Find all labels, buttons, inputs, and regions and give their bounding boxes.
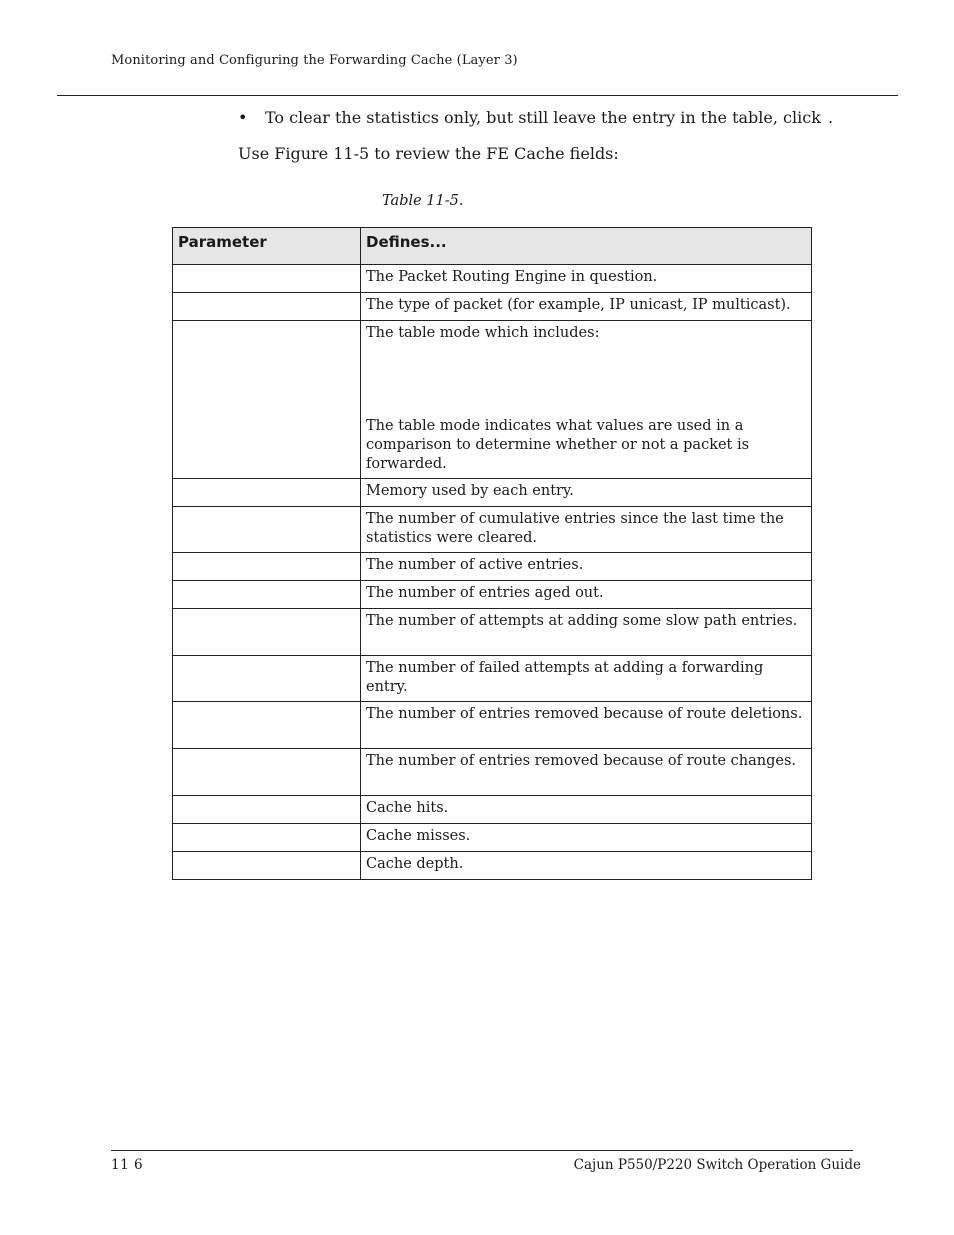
bullet-end: . (828, 108, 834, 127)
defines-cell: The number of entries aged out. (361, 581, 812, 609)
defines-cell: Memory used by each entry. (361, 479, 812, 507)
table-row (173, 609, 812, 656)
table-row (173, 321, 812, 479)
intro-paragraph: Use Figure 11-5 to review the FE Cache fields: (238, 144, 619, 163)
guide-title: Cajun P550/P220 Switch Operation Guide (573, 1157, 861, 1173)
page-number: 11 6 (111, 1157, 144, 1173)
parameter-cell (173, 824, 361, 852)
parameter-cell (173, 479, 361, 507)
parameter-cell (173, 507, 361, 553)
table-row (173, 479, 812, 507)
defines-cell: The number of entries removed because of route deletions. (361, 702, 812, 749)
table-row (173, 796, 812, 824)
footer-divider (111, 1150, 853, 1151)
parameter-cell (173, 796, 361, 824)
table-row (173, 265, 812, 293)
table-header-row (173, 228, 812, 265)
table-row (173, 656, 812, 702)
defines-cell: The number of attempts at adding some slow path entries. (361, 609, 812, 656)
running-head: Monitoring and Configuring the Forwarding Cache (Layer 3) (111, 53, 518, 68)
table-row (173, 507, 812, 553)
parameter-cell (173, 852, 361, 880)
bullet-symbol: • (238, 108, 248, 127)
header-divider (57, 95, 898, 96)
table-row (173, 852, 812, 880)
fe-cache-fields-table (172, 227, 812, 880)
table-mode-intro: The table mode which includes: (366, 325, 600, 341)
defines-cell: The number of failed attempts at adding a forwarding entry. (361, 656, 812, 702)
parameter-cell (173, 321, 361, 479)
column-header-defines: Defines... (361, 228, 812, 265)
defines-cell: The number of entries removed because of route changes. (361, 749, 812, 796)
table-row (173, 293, 812, 321)
parameter-cell (173, 609, 361, 656)
defines-cell: The Packet Routing Engine in question. (361, 265, 812, 293)
bullet-item (238, 108, 838, 127)
bullet-text: To clear the statistics only, but still leave the entry in the table, click (265, 108, 821, 127)
table-mode-list-area (366, 343, 806, 417)
table-row (173, 553, 812, 581)
defines-cell: The number of active entries. (361, 553, 812, 581)
defines-cell: Cache misses. (361, 824, 812, 852)
table-caption: Table 11-5. (382, 193, 464, 209)
parameter-cell (173, 265, 361, 293)
column-header-parameter: Parameter (173, 228, 361, 265)
defines-cell: The type of packet (for example, IP unicast, IP multicast). (361, 293, 812, 321)
parameter-cell (173, 749, 361, 796)
parameter-cell (173, 553, 361, 581)
parameter-cell (173, 702, 361, 749)
table-row (173, 581, 812, 609)
table-mode-note: The table mode indicates what values are used in a comparison to determine whether or not a packet is forwarded. (366, 418, 750, 472)
table-row (173, 824, 812, 852)
defines-cell: Cache hits. (361, 796, 812, 824)
table-row (173, 702, 812, 749)
parameter-cell (173, 581, 361, 609)
defines-cell (361, 321, 812, 479)
defines-cell: Cache depth. (361, 852, 812, 880)
parameter-cell (173, 656, 361, 702)
table-row (173, 749, 812, 796)
parameter-cell (173, 293, 361, 321)
defines-cell: The number of cumulative entries since the last time the statistics were cleared. (361, 507, 812, 553)
